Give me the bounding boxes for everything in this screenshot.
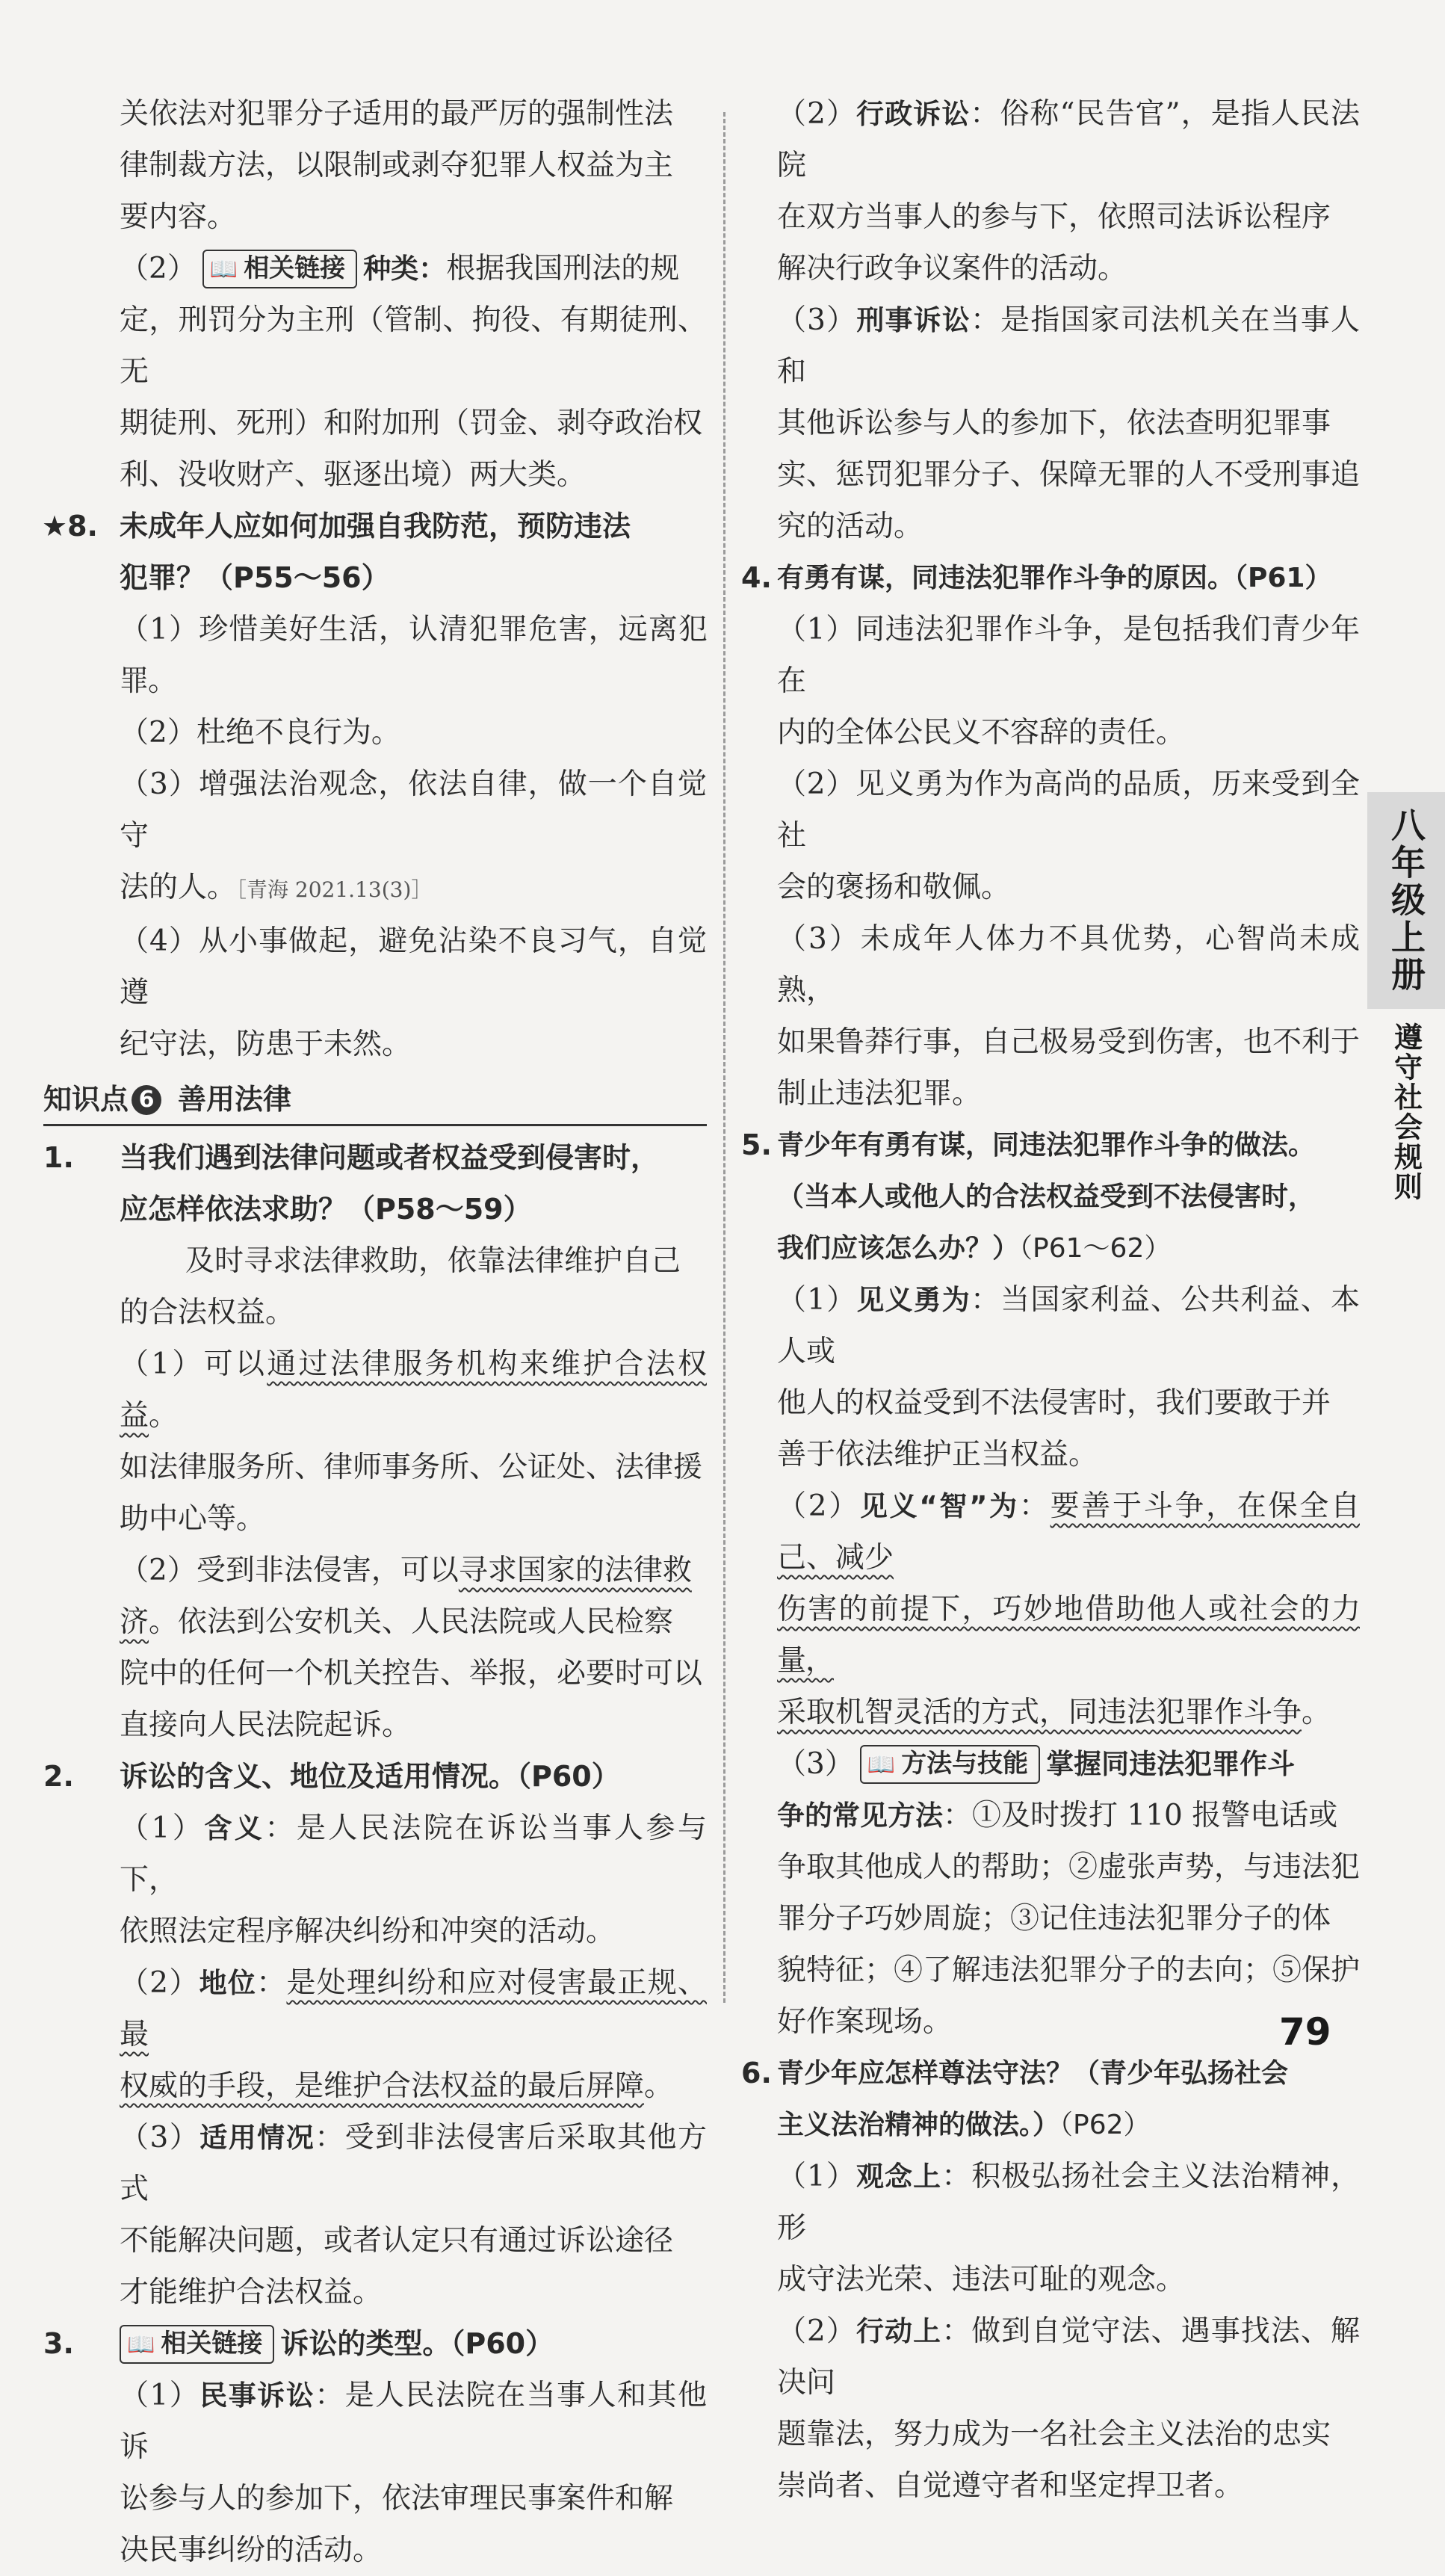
answer-line: 究的活动。 xyxy=(777,510,923,543)
question-3 xyxy=(43,2318,707,2370)
item2-line1 xyxy=(79,243,707,294)
answer-text: （2） xyxy=(777,1489,860,1523)
badge-label: 相关链接 xyxy=(244,253,346,283)
key-phrase: 伤害的前提下，巧妙地借助他人或社会的力量， xyxy=(777,1593,1360,1678)
answer-line: 实、惩罚犯罪分子、保障无罪的人不受刑事追 xyxy=(777,458,1361,492)
question-6 xyxy=(741,2048,1360,2151)
answer-line xyxy=(79,2370,707,2473)
answer-text: ：当国家利益、公共利益、本人或 xyxy=(777,1283,1360,1368)
answer-line: 院中的任何一个机关控告、举报，必要时可以 xyxy=(120,1657,703,1690)
answer-line: 内的全体公民义不容辞的责任。 xyxy=(777,716,1186,750)
answer-lead: 地位 xyxy=(199,1967,257,1999)
answer-line: 罪分子巧妙周旋；③记住违法犯罪分子的体 xyxy=(777,1902,1331,1936)
question-4 xyxy=(741,552,1360,604)
answer-line xyxy=(777,294,1360,398)
open-book-icon: 📖 xyxy=(127,2332,155,2358)
item-text: 根据我国刑法的规 xyxy=(446,252,680,285)
answer-line xyxy=(79,862,707,915)
method-skill-badge xyxy=(860,1745,1040,1784)
answer-line xyxy=(79,1338,707,1442)
page-ref: （P61～62） xyxy=(1019,1233,1172,1264)
answer-line xyxy=(79,2060,707,2112)
answer-line: 好作案现场。 xyxy=(777,2005,953,2039)
answer-text: （1） xyxy=(120,2379,200,2412)
answer-line: 崇尚者、自觉遵守者和坚定捍卫者。 xyxy=(777,2469,1244,2503)
grade-label: 八年级上册 xyxy=(1386,807,1426,994)
item2-line: 期徒刑、死刑）和附加刑（罚金、剥夺政治权 xyxy=(120,407,703,440)
item-prefix: （2） xyxy=(120,252,197,285)
page-number: 79 xyxy=(1279,2010,1331,2054)
answer-line: （1）同违法犯罪作斗争，是包括我们青少年在 xyxy=(777,613,1360,698)
title-line: 青少年有勇有谋，同违法犯罪作斗争的做法。 xyxy=(777,1130,1316,1161)
key-phrase: 权威的手段，是维护合法权益的最后屏障 xyxy=(120,2069,645,2103)
answer-lead: 适用情况 xyxy=(199,2122,315,2154)
answer-text: （2） xyxy=(120,1966,199,2000)
answer-text: ：①及时拨打 110 报警电话或 xyxy=(943,1799,1338,1832)
answer-line xyxy=(79,2112,707,2215)
answer-line: 会的褒扬和敬佩。 xyxy=(777,871,1011,904)
answer-line xyxy=(777,1480,1360,1584)
title-line: 未成年人应如何加强自我防范，预防违法 xyxy=(120,510,631,543)
question-number: 1. xyxy=(43,1141,74,1174)
answer-line xyxy=(79,1957,707,2060)
question-1 xyxy=(43,1132,707,1235)
answer-lead: 见义勇为 xyxy=(856,1284,971,1316)
question-number: 4. xyxy=(741,561,772,594)
title-line: 我们应该怎么办？） xyxy=(777,1233,1020,1264)
answer-line: 不能解决问题，或者认定只有通过诉讼途径 xyxy=(120,2224,674,2258)
answer-line: 才能维护合法权益。 xyxy=(120,2276,383,2309)
answer-lead: 争的常见方法 xyxy=(777,1800,943,1832)
exam-source: ［青海 2021.13(3)］ xyxy=(236,877,433,902)
answer-text: 。依法到公安机关、人民法院或人民检察 xyxy=(149,1605,674,1639)
answer-text: （1）可以 xyxy=(120,1347,267,1381)
title-line: 青少年应怎样尊法守法？（青少年弘扬社会 xyxy=(777,2058,1289,2089)
cont-line: 要内容。 xyxy=(120,200,237,234)
answer-text: ：俗称“民告官”，是指人民法院 xyxy=(777,97,1360,182)
answer-line xyxy=(79,1596,707,1648)
question-number: 2. xyxy=(43,1760,74,1793)
title-line: 当我们遇到法律问题或者权益受到侵害时， xyxy=(120,1141,660,1174)
question-number: ★8. xyxy=(42,510,98,543)
key-phrase: 是处理纠纷和应对侵害最正规、最 xyxy=(120,1966,707,2051)
badge-label: 方法与技能 xyxy=(901,1749,1029,1779)
answer-line: 如果鲁莽行事，自己极易受到伤害，也不利于 xyxy=(777,1025,1361,1059)
answer-line: 制止违法犯罪。 xyxy=(777,1077,982,1111)
open-book-icon: 📖 xyxy=(867,1752,896,1778)
question-2 xyxy=(43,1751,707,1803)
answer-lead: 观念上 xyxy=(856,2160,942,2193)
unit-label: 遵守社会规则 xyxy=(1389,1022,1423,1202)
item2-line: 利、没收财产、驱逐出境）两大类。 xyxy=(120,458,587,492)
answer-line xyxy=(79,1803,707,1906)
answer-line: 善于依法维护正当权益。 xyxy=(777,1438,1098,1471)
answer-text: ：做到自觉守法、遇事找法、解决问 xyxy=(777,2314,1360,2400)
answer-line: （3）增强法治观念，依法自律，做一个自觉守 xyxy=(120,767,707,853)
answer-line: 成守法光荣、违法可耻的观念。 xyxy=(777,2263,1186,2297)
answer-lead: 刑事诉讼 xyxy=(856,304,971,336)
answer-text: ：是指国家司法机关在当事人和 xyxy=(777,303,1360,389)
answer-line: （4）从小事做起，避免沾染不良习气，自觉遵 xyxy=(120,924,707,1010)
answer-text: （2） xyxy=(777,2314,856,2348)
answer-line: 讼参与人的参加下，依法审理民事案件和解 xyxy=(120,2482,674,2515)
page-ref: （P62） xyxy=(1059,2110,1151,2140)
answer-line xyxy=(777,2151,1360,2254)
question-number: 5. xyxy=(741,1128,772,1161)
answer-text: ：积极弘扬社会主义法治精神，形 xyxy=(777,2160,1360,2245)
right-column xyxy=(741,88,1361,2512)
answer-line: 如法律服务所、律师事务所、公证处、法律援 xyxy=(120,1451,703,1484)
question-title: 有勇有谋，同违法犯罪作斗争的原因。（P61） xyxy=(777,563,1332,593)
answer-text: （3） xyxy=(777,1747,854,1781)
title-line: （当本人或他人的合法权益受到不法侵害时， xyxy=(777,1182,1316,1212)
answer-line xyxy=(777,1687,1360,1738)
question-title xyxy=(120,1132,707,1235)
answer-text: （1） xyxy=(777,2160,856,2193)
key-phrase: 采取机智灵活的方式，同违法犯罪作斗争 xyxy=(777,1696,1302,1729)
related-link-badge xyxy=(120,2325,274,2364)
title-line: 犯罪？（P55～56） xyxy=(120,561,390,594)
answer-line: 纪守法，防患于未然。 xyxy=(120,1028,412,1061)
open-book-icon: 📖 xyxy=(209,256,238,282)
kp-number-badge: 6 xyxy=(131,1085,161,1115)
answer-text: 法的人。 xyxy=(120,871,237,904)
answer-line: （3）未成年人体力不具优势，心智尚未成熟， xyxy=(777,922,1360,1007)
answer-text: （3） xyxy=(120,2121,200,2155)
answer-lead: 掌握同违法犯罪作斗 xyxy=(1046,1748,1296,1780)
answer-line xyxy=(777,88,1360,191)
answer-line xyxy=(777,1274,1360,1377)
answer-text: （3） xyxy=(777,303,857,337)
answer-line: 貌特征；④了解违法犯罪分子的去向；⑤保护 xyxy=(777,1953,1361,1987)
kp-label: 知识点 xyxy=(43,1083,129,1116)
answer-line xyxy=(777,1790,1360,1841)
answer-line: 直接向人民法院起诉。 xyxy=(120,1708,412,1742)
grade-side-tab xyxy=(1367,792,1445,1009)
title-line: 主义法治精神的做法。） xyxy=(777,2110,1060,2140)
answer-text: （1） xyxy=(120,1811,205,1845)
answer-text: （2） xyxy=(777,97,857,131)
answer-line: （2）杜绝不良行为。 xyxy=(120,716,400,750)
answer-line: 助中心等。 xyxy=(120,1502,266,1536)
answer-line: （1）珍惜美好生活，认清犯罪危害，远离犯罪。 xyxy=(120,613,707,698)
answer-text: ： xyxy=(1018,1489,1051,1523)
answer-line: （2）见义勇为作为高尚的品质，历来受到全社 xyxy=(777,767,1360,853)
answer-line: 解决行政争议案件的活动。 xyxy=(777,252,1127,285)
answer-lead: 行政诉讼 xyxy=(856,98,971,130)
key-phrase: 寻求国家的法律救 xyxy=(458,1554,692,1587)
answer-line: 依照法定程序解决纠纷和冲突的活动。 xyxy=(120,1915,616,1948)
question-8 xyxy=(42,501,707,604)
kp-title: 善用法律 xyxy=(178,1083,292,1116)
answer-line xyxy=(777,1738,1360,1790)
answer-text: ：受到非法侵害后采取其他方式 xyxy=(120,2121,707,2206)
answer-line: 在双方当事人的参与下，依照司法诉讼程序 xyxy=(777,200,1331,234)
answer-text: 。 xyxy=(644,2069,674,2103)
answer-line: 的合法权益。 xyxy=(120,1296,295,1329)
question-title xyxy=(777,1119,1360,1274)
key-phrase: 济 xyxy=(120,1605,149,1639)
column-divider xyxy=(723,112,725,2003)
answer-line xyxy=(79,1545,707,1596)
question-number: 3. xyxy=(43,2327,74,2360)
item2-line: 定，刑罚分为主刑（管制、拘役、有期徒刑、无 xyxy=(120,303,707,389)
item-lead: 种类： xyxy=(363,253,447,285)
answer-lead: 见义“智”为 xyxy=(859,1490,1019,1522)
answer-line: 题靠法，努力成为一名社会主义法治的忠实 xyxy=(777,2418,1331,2451)
answer-lead: 含义 xyxy=(204,1812,265,1844)
related-link-badge xyxy=(202,250,357,288)
answer-text: 。 xyxy=(1302,1696,1331,1729)
answer-text: ：是人民法院在当事人和其他诉 xyxy=(120,2379,707,2464)
question-number: 6. xyxy=(741,2057,772,2089)
question-title: 诉讼的含义、地位及适用情况。（P60） xyxy=(120,1760,620,1793)
answer-text: ： xyxy=(256,1966,287,2000)
badge-label: 相关链接 xyxy=(161,2329,263,2359)
question-5 xyxy=(741,1119,1360,1274)
question-title xyxy=(777,2048,1360,2151)
answer-line xyxy=(777,2305,1360,2409)
question-title xyxy=(120,501,707,604)
title-text: 诉讼的类型。（P60） xyxy=(280,2327,554,2360)
left-column xyxy=(42,88,707,2576)
knowledge-point-heading xyxy=(43,1075,707,1126)
unit-side-label xyxy=(1367,1022,1445,1202)
key-phrase: 通过法律服务机构来维护合法权益 xyxy=(120,1347,707,1433)
question-title xyxy=(120,2318,707,2370)
key-phrase: 要善于斗争，在保全自己、减少 xyxy=(777,1489,1360,1575)
answer-line: 其他诉讼参与人的参加下，依法查明犯罪事 xyxy=(777,407,1331,440)
cont-line: 关依法对犯罪分子适用的最严厉的强制性法 xyxy=(120,97,674,131)
answer-text: （1） xyxy=(777,1283,857,1317)
answer-line: 他人的权益受到不法侵害时，我们要敢于并 xyxy=(777,1386,1331,1420)
answer-text: （2）受到非法侵害，可以 xyxy=(120,1554,459,1587)
answer-text: 。 xyxy=(149,1399,179,1433)
cont-line: 律制裁方法，以限制或剥夺犯罪人权益为主 xyxy=(120,149,674,182)
title-line: 应怎样依法求助？（P58～59） xyxy=(120,1193,532,1226)
answer-lead: 行动上 xyxy=(856,2315,942,2347)
answer-line: 争取其他成人的帮助；②虚张声势，与违法犯 xyxy=(777,1850,1361,1884)
answer-text: ：是人民法院在诉讼当事人参与下， xyxy=(120,1811,707,1897)
answer-lead: 民事诉讼 xyxy=(199,2379,315,2412)
answer-line: 决民事纠纷的活动。 xyxy=(120,2533,383,2567)
answer-line: 及时寻求法律救助，依靠法律维护自己 xyxy=(185,1244,681,1278)
answer-line xyxy=(777,1584,1360,1687)
